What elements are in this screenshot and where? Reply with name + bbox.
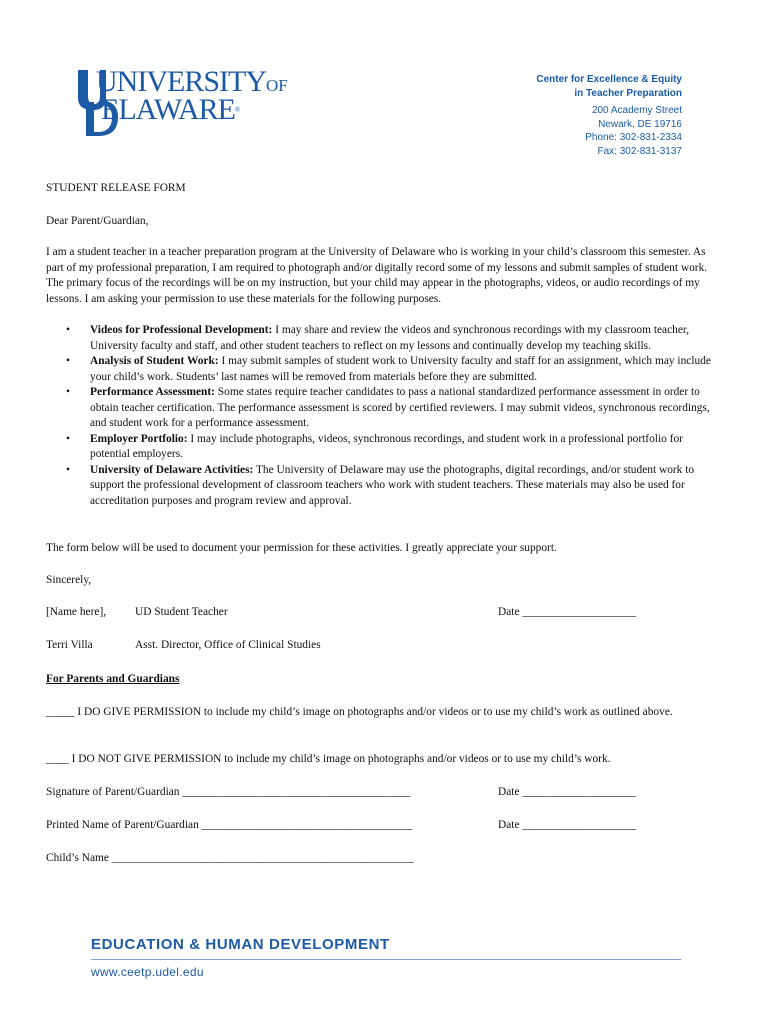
student-name: [Name here], — [46, 606, 107, 618]
org-name-line1: Center for Excellence & Equity — [536, 74, 682, 85]
purposes-list — [46, 323, 724, 509]
address-line1: 200 Academy Street — [591, 105, 682, 116]
org-name-line2: in Teacher Preparation — [574, 87, 682, 99]
list-item: • Performance Assessment: Some states require teacher candidates to pass a national standardized performance assessment in order to obtain teacher certification. The performance assessment is scored by certified reviewers. I may submit videos, synchronous recordings, and student work for a performance assessment. — [46, 385, 724, 432]
list-item: • Analysis of Student Work: I may submit samples of student work to University faculty and staff for an assignment, which may include your child’s work. Students’ last names will be removed from materials before they are submitted. — [46, 354, 724, 385]
logo-wordmark-top: UNIVERSITYOF — [96, 65, 288, 98]
child-name-field[interactable]: Child’s Name _____________________________________________________ — [46, 852, 414, 864]
director-role: Asst. Director, Office of Clinical Studies — [135, 639, 321, 651]
give-permission-option[interactable]: _____ I DO GIVE PERMISSION to include my child’s image on photographs and/or videos or to use my child’s work as outlined above. — [46, 706, 673, 718]
parent-printed-name-field[interactable]: Printed Name of Parent/Guardian _____________________________________ — [46, 819, 413, 831]
footer-title: EDUCATION & HUMAN DEVELOPMENT — [91, 936, 390, 953]
student-date-field[interactable]: Date ____________________ — [498, 606, 637, 618]
list-item: • University of Delaware Activities: The University of Delaware may use the photographs, digital recordings, and/or student work to support the professional development of classroom teachers who work with student teachers. These materials may also be used for accreditation purposes and program review and approval. — [46, 463, 724, 510]
deny-permission-option[interactable]: ____ I DO NOT GIVE PERMISSION to include my child’s image on photographs and/or videos or to use my child’s work. — [46, 753, 611, 765]
greeting: Dear Parent/Guardian, — [46, 215, 149, 227]
parent-signature-field[interactable]: Signature of Parent/Guardian ________________________________________ — [46, 786, 411, 798]
parent-signature-date-field[interactable]: Date ____________________ — [498, 786, 637, 798]
parent-printed-date-field[interactable]: Date ____________________ — [498, 819, 637, 831]
parents-heading: For Parents and Guardians — [46, 673, 180, 685]
list-item: • Employer Portfolio: I may include photographs, videos, synchronous recordings, and student work in a professional portfolio for potential employers. — [46, 432, 724, 463]
sincerely: Sincerely, — [46, 574, 92, 586]
student-role: UD Student Teacher — [135, 606, 228, 618]
fax: Fax: 302-831-3137 — [597, 145, 682, 157]
logo-wordmark-bottom: ELAWARE® — [101, 93, 240, 126]
footer-url[interactable]: www.ceetp.udel.edu — [91, 965, 204, 979]
intro-paragraph: I am a student teacher in a teacher preparation program at the University of Delaware who is working in your child’s classroom this semester. As part of my professional preparation, I am required to photograph and/or digitally record some of my lessons and submit samples of student work. The primary focus of the recordings will be on my instruction, but your child may appear in the photographs, videos, or audio recordings of my lessons. I am asking your permission to use these materials for the following purposes. — [46, 246, 708, 305]
director-name: Terri Villa — [46, 639, 93, 651]
contact-block — [536, 73, 682, 158]
list-item: • Videos for Professional Development: I may share and review the videos and synchronous recordings with my classroom teacher, University faculty and staff, and other student teachers to reflect on my lessons and continually develop my teaching skills. — [46, 323, 724, 354]
address-line2: Newark, DE 19716 — [598, 118, 682, 130]
form-title: STUDENT RELEASE FORM — [46, 182, 186, 194]
closing-paragraph: The form below will be used to document your permission for these activities. I greatly appreciate your support. — [46, 542, 557, 554]
footer-divider — [91, 959, 681, 960]
phone: Phone: 302-831-2334 — [585, 132, 682, 143]
